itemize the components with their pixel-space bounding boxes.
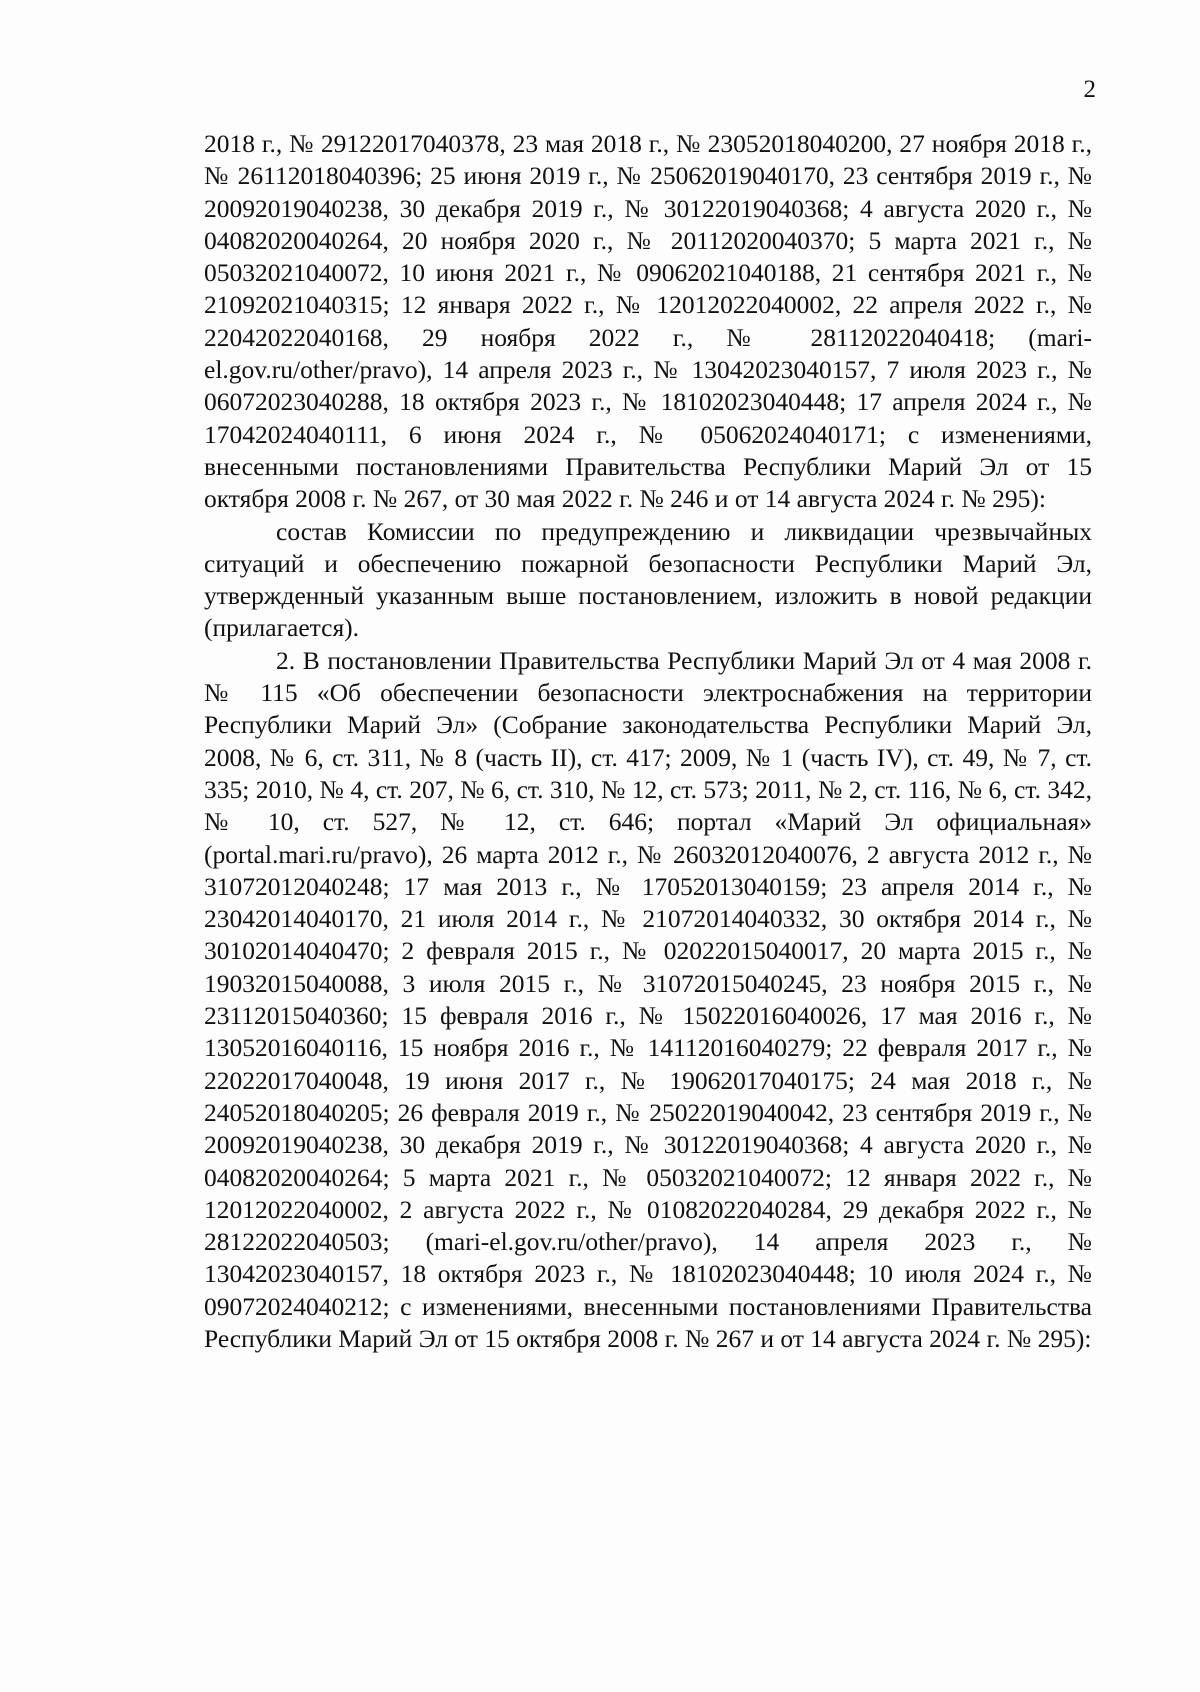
paragraph-item-2: 2. В постановлении Правительства Республики Марий Эл от 4 мая 2008 г. № 115 «Об обеспечении безопасности электроснабжения на территории Республики Марий Эл» (Собрание законодательства Республики Марий Эл, 2008, № 6, ст. 311, № 8 (часть II), ст. 417; 2009, № 1 (часть IV), ст. 49, № 7, ст. 335; 2010, № 4, ст. 207, № 6, ст. 310, № 12, ст. 573; 2011, № 2, ст. 116, № 6, ст. 342, № 10, ст. 527, № 12, ст. 646; портал «Марий Эл официальная» (portal.mari.ru/pravo), 26 марта 2012 г., № 26032012040076, 2 августа 2012 г., № 31072012040248; 17 мая 2013 г., № 17052013040159; 23 апреля 2014 г., № 23042014040170, 21 июля 2014 г., № 21072014040332, 30 октября 2014 г., № 30102014040470; 2 февраля 2015 г., № 02022015040017, 20 марта 2015 г., № 19032015040088, 3 июля 2015 г., № 31072015040245, 23 ноября 2015 г., № 23112015040360; 15 февраля 2016 г., № 15022016040026, 17 мая 2016 г., № 13052016040116, 15 ноября 2016 г., № 14112016040279; 22 февраля 2017 г., № 22022017040048, 19 июня 2017 г., № 19062017040175; 24 мая 2018 г., № 24052018040205; 26 февраля 2019 г., № 25022019040042, 23 сентября 2019 г., № 20092019040238, 30 декабря 2019 г., № 30122019040368; 4 августа 2020 г., № 04082020040264; 5 марта 2021 г., № 05032021040072; 12 января 2022 г., № 12012022040002, 2 августа 2022 г., № 01082022040284, 29 декабря 2022 г., № 28122022040503; (mari-el.gov.ru/other/pravo), 14 апреля 2023 г., № 13042023040157, 18 октября 2023 г., № 18102023040448; 10 июля 2024 г., № 09072024040212; с изменениями, внесенными постановлениями Правительства Республики Марий Эл от 15 октября 2008 г. № 267 и от 14 августа 2024 г. № 295): <box>204 645 1092 1353</box>
paragraph-commission-composition: состав Комиссии по предупреждению и ликвидации чрезвычайных ситуаций и обеспечению пожарной безопасности Республики Марий Эл, утвержденный указанным выше постановлением, изложить в новой редакции (прилагается). <box>204 516 1092 643</box>
document-body <box>204 128 1092 1355</box>
page-number: 2 <box>1083 76 1096 103</box>
paragraph-amendment-list: 2018 г., № 29122017040378, 23 мая 2018 г., № 23052018040200, 27 ноября 2018 г., № 26112018040396; 25 июня 2019 г., № 25062019040170, 23 сентября 2019 г., № 20092019040238, 30 декабря 2019 г., № 30122019040368; 4 августа 2020 г., № 04082020040264, 20 ноября 2020 г., № 20112020040370; 5 марта 2021 г., № 05032021040072, 10 июня 2021 г., № 09062021040188, 21 сентября 2021 г., № 21092021040315; 12 января 2022 г., № 12012022040002, 22 апреля 2022 г., № 22042022040168, 29 ноября 2022 г., № 28112022040418; (mari-el.gov.ru/other/pravo), 14 апреля 2023 г., № 13042023040157, 7 июля 2023 г., № 06072023040288, 18 октября 2023 г., № 18102023040448; 17 апреля 2024 г., № 17042024040111, 6 июня 2024 г., № 05062024040171; с изменениями, внесенными постановлениями Правительства Республики Марий Эл от 15 октября 2008 г. № 267, от 30 мая 2022 г. № 246 и от 14 августа 2024 г. № 295): <box>204 129 1092 514</box>
